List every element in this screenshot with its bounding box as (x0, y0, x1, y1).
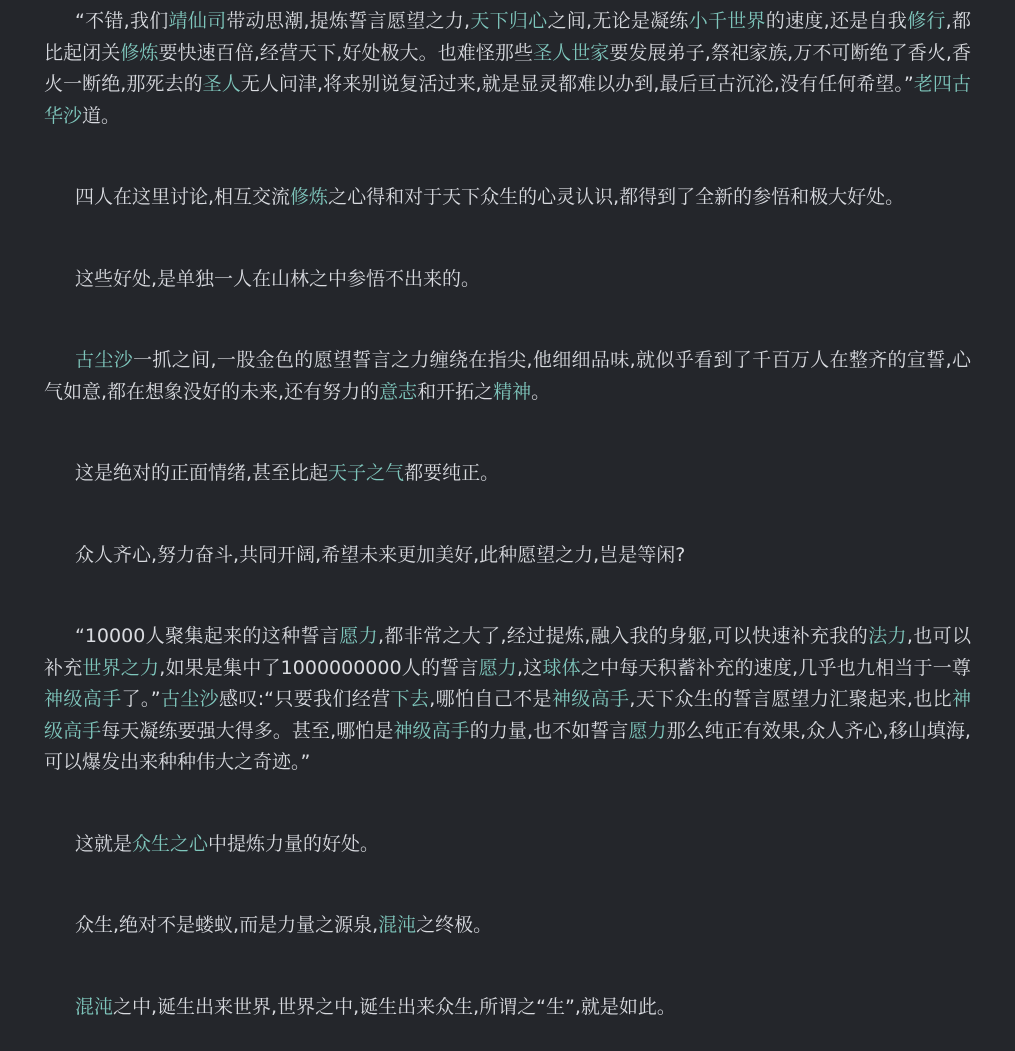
paragraph-9 (44, 910, 971, 942)
text-segment: 中提炼力量的好处。 (208, 832, 380, 855)
keyword-link[interactable]: 古尘沙 (75, 349, 134, 371)
text-segment: 这就是 (75, 832, 133, 855)
text-segment: ,都比起闭关 (44, 10, 971, 64)
keyword-link[interactable]: 混沌 (75, 995, 114, 1018)
keyword-link[interactable]: 愿力 (478, 656, 517, 679)
text-segment: 和开拓之 (417, 380, 494, 403)
text-segment: 之心得和对于天下众生的心灵认识,都得到了全新的参悟和极大好处。 (328, 186, 905, 208)
keyword-link[interactable]: 天下归心 (470, 10, 548, 32)
text-segment: 带动思潮,提炼誓言愿望之力, (226, 10, 471, 32)
text-segment: 之间,无论是凝练 (547, 10, 689, 32)
text-segment: ,这 (516, 656, 543, 679)
keyword-link[interactable]: 神级高手 (44, 688, 971, 742)
text-segment: 之终极。 (416, 914, 493, 936)
keyword-link[interactable]: 古尘沙 (160, 688, 220, 710)
text-segment: 这是绝对的正面情绪,甚至比起 (75, 462, 329, 484)
keyword-link[interactable]: 神级高手 (393, 719, 470, 742)
text-segment: “10000人聚集起来的这种誓言 (75, 625, 340, 647)
text-segment: 道。 (82, 104, 121, 127)
text-segment: 的力量,也不如誓言 (469, 719, 629, 742)
text-segment: 要发展弟子,祭祀家族,万不可断绝了香火,香火一断绝,那死去的 (44, 41, 971, 95)
paragraph-1 (44, 6, 971, 132)
text-segment: ,哪怕自己不是 (429, 688, 552, 710)
keyword-link[interactable]: 世界之力 (82, 656, 160, 679)
paragraph-8 (44, 829, 971, 861)
text-segment: “不错,我们 (75, 10, 169, 32)
keyword-link[interactable]: 球体 (542, 656, 581, 679)
keyword-link[interactable]: 众生之心 (132, 832, 209, 855)
keyword-link[interactable]: 修炼 (120, 41, 159, 64)
keyword-link[interactable]: 老四古华沙 (44, 73, 971, 127)
text-segment: ,如果是集中了1000000000人的誓言 (159, 656, 479, 679)
keyword-link[interactable]: 精神 (493, 380, 532, 403)
paragraph-4 (44, 345, 971, 408)
keyword-link[interactable]: 神级高手 (44, 688, 122, 710)
text-segment: ,天下众生的誓言愿望力汇聚起来,也比 (629, 688, 952, 710)
text-segment: 一抓之间,一股金色的愿望誓言之力缠绕在指尖,他细细品味,就似乎看到了千百万人在整齐的宣誓,心气如意,都在想象没好的未来,还有努力的 (44, 349, 971, 403)
text-segment: 四人在这里讨论,相互交流 (75, 186, 291, 208)
text-segment: 要快速百倍,经营天下,好处极大。也难怪那些 (158, 41, 534, 64)
keyword-link[interactable]: 修炼 (290, 186, 329, 208)
keyword-link[interactable]: 神级高手 (551, 688, 630, 710)
keyword-link[interactable]: 意志 (379, 380, 418, 403)
text-segment: 都要纯正。 (404, 462, 500, 484)
paragraph-7 (44, 621, 971, 779)
keyword-link[interactable]: 混沌 (378, 914, 417, 936)
text-segment: ,都非常之大了,经过提炼,融入我的身躯,可以快速补充我的 (377, 625, 869, 647)
paragraph-3 (44, 264, 971, 296)
text-segment: 之中,诞生出来世界,世界之中,诞生出来众生,所谓之“生”,就是如此。 (113, 995, 676, 1018)
keyword-link[interactable]: 靖仙司 (168, 10, 227, 32)
text-segment: 众人齐心,努力奋斗,共同开阔,希望未来更加美好,此种愿望之力,岂是等闲? (75, 543, 686, 566)
text-segment: 这些好处,是单独一人在山林之中参悟不出来的。 (75, 267, 481, 290)
text-segment: 无人问津,将来别说复活过来,就是显灵都难以办到,最后亘古沉沦,没有任何希望。” (240, 73, 914, 95)
paragraph-2 (44, 182, 971, 214)
text-segment: 。 (531, 380, 551, 403)
text-segment: ,也可以补充 (44, 625, 971, 679)
text-segment: 之中每天积蓄补充的速度,几乎也九相当于一尊 (580, 656, 971, 679)
text-segment: 感叹:“只要我们经营 (219, 688, 391, 710)
paragraph-5 (44, 458, 971, 490)
keyword-link[interactable]: 愿力 (628, 719, 667, 742)
keyword-link[interactable]: 下去 (390, 688, 430, 710)
keyword-link[interactable]: 圣人 (202, 73, 241, 95)
paragraph-6 (44, 540, 971, 572)
keyword-link[interactable]: 愿力 (339, 625, 378, 647)
text-segment: 每天凝练要强大得多。甚至,哪怕是 (101, 719, 394, 742)
keyword-link[interactable]: 法力 (868, 625, 907, 647)
text-segment: 那么纯正有效果,众人齐心,移山填海,可以爆发出来种种伟大之奇迹。” (44, 719, 971, 773)
text-segment: 了。” (121, 688, 161, 710)
text-segment: 众生,绝对不是蝼蚁,而是力量之源泉, (75, 914, 379, 936)
paragraph-10 (44, 992, 971, 1024)
keyword-link[interactable]: 圣人世家 (533, 41, 610, 64)
keyword-link[interactable]: 修行 (907, 10, 946, 32)
keyword-link[interactable]: 小千世界 (688, 10, 766, 32)
text-segment: 的速度,还是自我 (765, 10, 908, 32)
keyword-link[interactable]: 天子之气 (328, 462, 405, 484)
